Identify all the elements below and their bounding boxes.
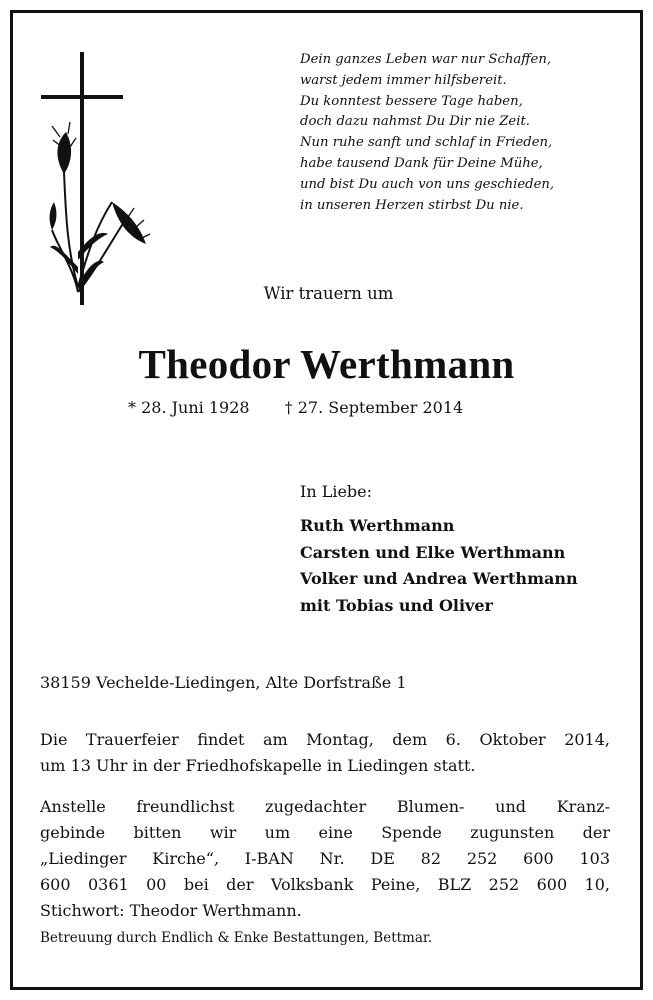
- poem-line: und bist Du auch von uns geschieden,: [300, 176, 555, 192]
- poem-line: warst jedem immer hilfsbereit.: [300, 72, 507, 88]
- life-dates: [128, 398, 463, 417]
- address: 38159 Vechelde-Liedingen, Alte Dorfstraße 1: [40, 673, 407, 692]
- donation-line: Anstelle freundlichst zugedachter Blumen- und Kranz-: [40, 797, 610, 816]
- mourners-list: [300, 513, 578, 619]
- poem-line: in unseren Herzen stirbst Du nie.: [300, 197, 524, 213]
- birth-date: * 28. Juni 1928: [128, 398, 250, 417]
- poem-line: Du konntest bessere Tage haben,: [300, 93, 523, 109]
- intro-label: Wir trauern um: [263, 284, 394, 303]
- cross-with-wheat-icon: [38, 52, 158, 312]
- donation-info: [40, 794, 610, 924]
- mourner-name: Carsten und Elke Werthmann: [300, 542, 566, 562]
- poem-line: Nun ruhe sanft und schlaf in Frieden,: [300, 135, 553, 151]
- donation-line: gebinde bitten wir um eine Spende zugunsten der: [40, 823, 610, 842]
- intro-text: [0, 284, 653, 303]
- donation-line: „Liedinger Kirche“, I-BAN Nr. DE 82 252 600 103: [40, 849, 610, 868]
- mourners-heading: In Liebe:: [300, 482, 373, 501]
- mourner-name: Volker und Andrea Werthmann: [300, 569, 578, 588]
- funeral-info: [40, 727, 610, 779]
- poem-line: Dein ganzes Leben war nur Schaffen,: [300, 52, 552, 67]
- death-date: † 27. September 2014: [284, 398, 464, 417]
- mourner-name: mit Tobias und Oliver: [300, 595, 493, 615]
- deceased-name: Theodor Werthmann: [138, 341, 515, 387]
- funeral-line: um 13 Uhr in der Friedhofskapelle in Liedingen statt.: [40, 756, 476, 775]
- donation-line: 600 0361 00 bei der Volksbank Peine, BLZ 252 600 10,: [40, 875, 610, 894]
- poem-line: doch dazu nahmst Du Dir nie Zeit.: [300, 114, 530, 130]
- poem-line: habe tausend Dank für Deine Mühe,: [300, 155, 543, 171]
- poem: [300, 50, 620, 216]
- funeral-line: Die Trauerfeier findet am Montag, dem 6. Oktober 2014,: [40, 730, 610, 749]
- mourner-name: Ruth Werthmann: [300, 516, 455, 535]
- footer-credit: Betreuung durch Endlich & Enke Bestattungen, Bettmar.: [40, 930, 433, 946]
- donation-line: Stichwort: Theodor Werthmann.: [40, 901, 302, 920]
